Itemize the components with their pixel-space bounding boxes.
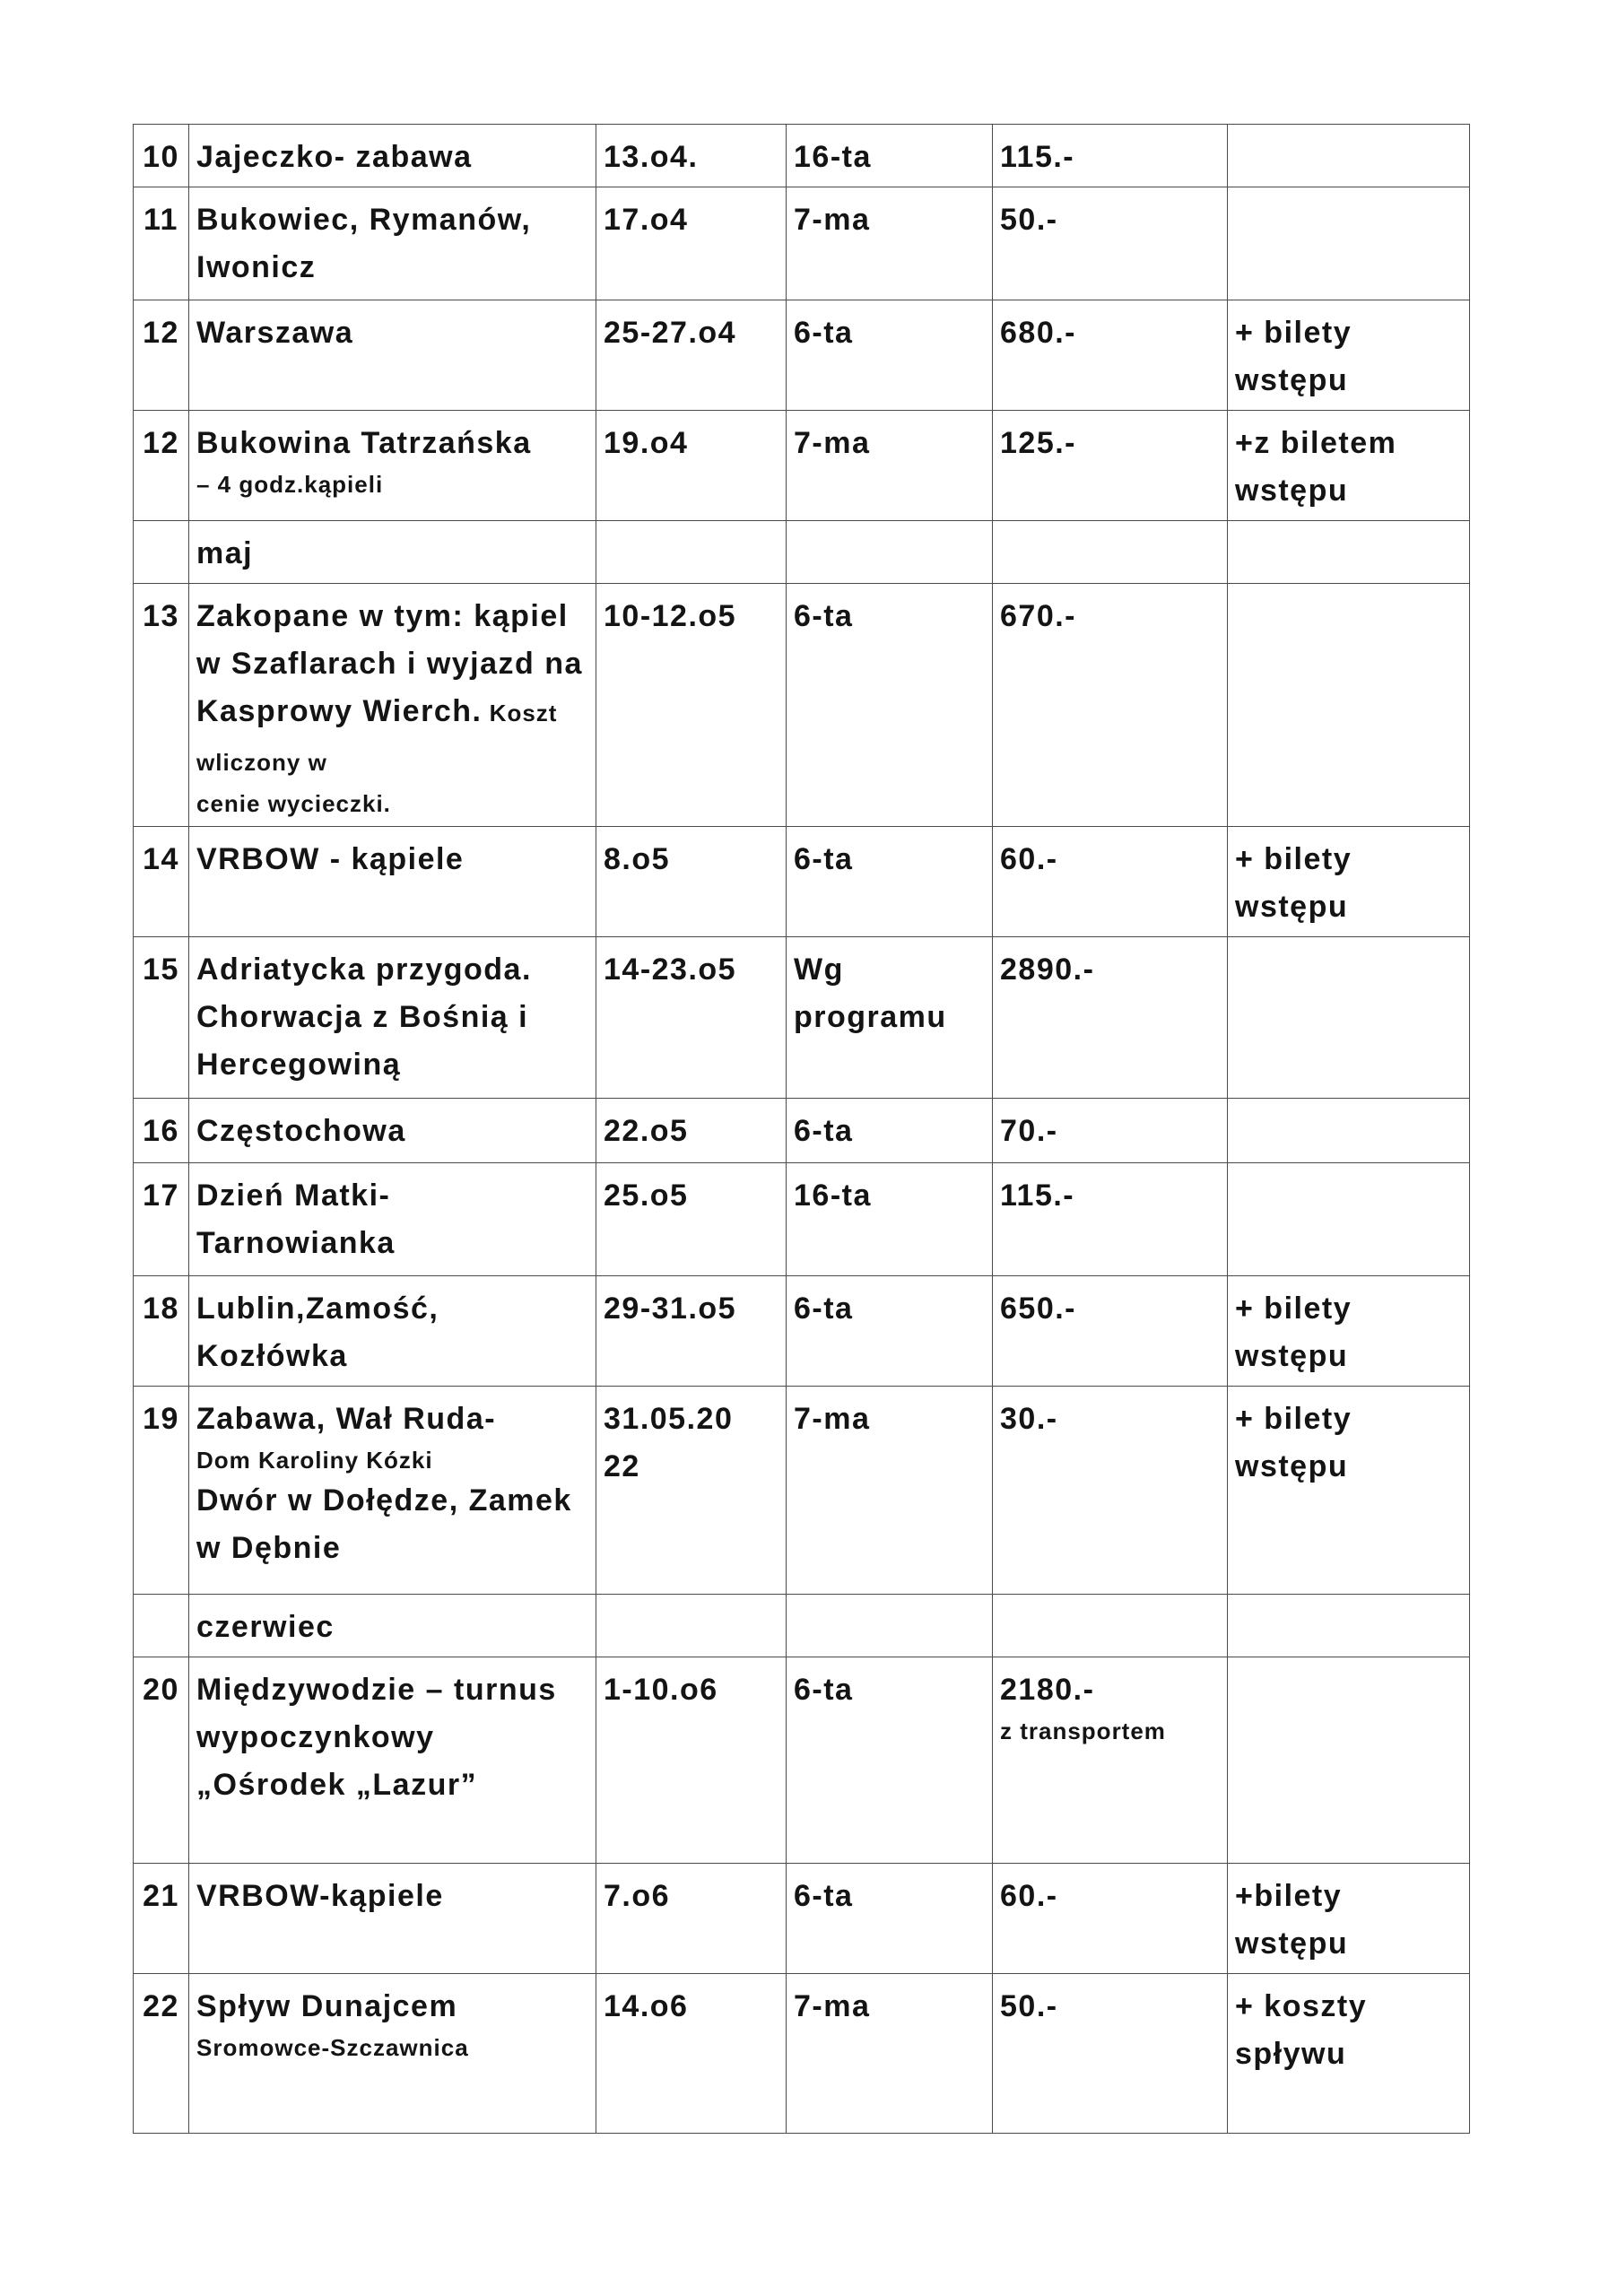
row-number [134,1595,189,1657]
trip-name-detail: Sromowce-Szczawnica [196,2034,469,2061]
trip-date [596,1595,787,1657]
trip-name-cell [189,584,596,827]
trip-date: 7.o6 [596,1864,787,1974]
trip-date: 19.o4 [596,411,787,521]
trip-date: 13.o4. [596,125,787,187]
trip-name: Zakopane w tym: kąpiel w Szaflarach i wyjazd na Kasprowy Wierch. [196,599,583,728]
trip-class: 16-ta [787,1163,993,1276]
row-number: 14 [134,827,189,937]
row-number: 12 [134,411,189,521]
trip-date: 1-10.o6 [596,1657,787,1864]
row-number: 20 [134,1657,189,1864]
trip-date: 22.o5 [596,1099,787,1163]
trip-note [1228,1657,1470,1864]
table-row [134,1864,1470,1974]
trip-name-extra: Dwór w Dołędze, Zamek w Dębnie [196,1483,572,1565]
trip-name: Spływ Dunajcem [196,1989,458,2023]
table-row [134,937,1470,1099]
trip-price [993,1595,1228,1657]
trip-name: Lublin,Zamość, Kozłówka [189,1276,596,1387]
trip-class: 7-ma [787,1974,993,2134]
trip-name-note: Koszt wliczony w [196,700,558,776]
trip-date: 10-12.o5 [596,584,787,827]
trip-name: VRBOW - kąpiele [189,827,596,937]
trip-note: +z biletem wstępu [1228,411,1470,521]
trip-note: +bilety wstępu [1228,1864,1470,1974]
table-row [134,411,1470,521]
row-number: 13 [134,584,189,827]
row-number: 18 [134,1276,189,1387]
table-row [134,584,1470,827]
trip-price: 30.- [993,1387,1228,1595]
trip-class: 7-ma [787,1387,993,1595]
trip-class: 6-ta [787,1864,993,1974]
trip-name-cell [189,1974,596,2134]
trip-class: 6-ta [787,827,993,937]
trip-class: 16-ta [787,125,993,187]
table-row [134,1163,1470,1276]
trip-class [787,521,993,584]
trip-class: 6-ta [787,300,993,411]
table-row [134,125,1470,187]
trip-note: + bilety wstępu [1228,827,1470,937]
table-row [134,1099,1470,1163]
trip-class: 6-ta [787,1099,993,1163]
trip-class: 6-ta [787,584,993,827]
trip-class: 7-ma [787,411,993,521]
trip-name: Międzywodzie – turnus wypoczynkowy „Ośrodek „Lazur” [189,1657,596,1864]
trip-note [1228,1099,1470,1163]
row-number: 21 [134,1864,189,1974]
trip-price-detail: z transportem [1000,1718,1166,1744]
trip-date: 14.o6 [596,1974,787,2134]
trip-price: 650.- [993,1276,1228,1387]
trip-name: Jajeczko- zabawa [189,125,596,187]
table-row [134,1657,1470,1864]
trip-name: Bukowina Tatrzańska [196,426,532,460]
trip-price: 50.- [993,187,1228,300]
trip-date: 31.05.20 22 [596,1387,787,1595]
row-number: 15 [134,937,189,1099]
trip-date [596,521,787,584]
trip-price: 70.- [993,1099,1228,1163]
trip-schedule-table [133,124,1470,2134]
trip-price: 50.- [993,1974,1228,2134]
trip-note [1228,1595,1470,1657]
trip-price [993,521,1228,584]
trip-price: 60.- [993,1864,1228,1974]
month-label: maj [189,521,596,584]
trip-name-detail: – 4 godz.kąpieli [196,471,384,498]
table-row [134,187,1470,300]
trip-note [1228,584,1470,827]
trip-name: Częstochowa [189,1099,596,1163]
row-number: 22 [134,1974,189,2134]
trip-price: 2890.- [993,937,1228,1099]
trip-name: Warszawa [189,300,596,411]
trip-name: Bukowiec, Rymanów, Iwonicz [189,187,596,300]
trip-note: + bilety wstępu [1228,1387,1470,1595]
trip-date: 17.o4 [596,187,787,300]
trip-class: 6-ta [787,1276,993,1387]
trip-name: Adriatycka przygoda. Chorwacja z Bośnią i Hercegowiną [189,937,596,1099]
row-number: 19 [134,1387,189,1595]
trip-note [1228,125,1470,187]
month-row [134,1595,1470,1657]
trip-price: 680.- [993,300,1228,411]
table-row [134,1387,1470,1595]
trip-class: 6-ta [787,1657,993,1864]
trip-name: Dzień Matki- Tarnowianka [189,1163,596,1276]
trip-note: + bilety wstępu [1228,1276,1470,1387]
table-row [134,300,1470,411]
trip-note: + bilety wstępu [1228,300,1470,411]
trip-name: VRBOW-kąpiele [189,1864,596,1974]
trip-name: Zabawa, Wał Ruda- [196,1402,497,1436]
trip-note [1228,1163,1470,1276]
row-number: 10 [134,125,189,187]
trip-note: + koszty spływu [1228,1974,1470,2134]
trip-price: 670.- [993,584,1228,827]
trip-note [1228,521,1470,584]
month-label: czerwiec [189,1595,596,1657]
trip-price: 60.- [993,827,1228,937]
trip-price-cell [993,1657,1228,1864]
trip-date: 25-27.o4 [596,300,787,411]
trip-name-detail: Dom Karoliny Kózki [196,1447,433,1474]
row-number [134,521,189,584]
trip-price: 125.- [993,411,1228,521]
trip-note [1228,187,1470,300]
table-row [134,827,1470,937]
trip-date: 8.o5 [596,827,787,937]
trip-date: 29-31.o5 [596,1276,787,1387]
row-number: 16 [134,1099,189,1163]
trip-price: 2180.- [1000,1673,1095,1707]
trip-class: 7-ma [787,187,993,300]
table-row [134,1974,1470,2134]
trip-name-cell [189,1387,596,1595]
trip-class: Wg programu [787,937,993,1099]
row-number: 12 [134,300,189,411]
row-number: 11 [134,187,189,300]
trip-price: 115.- [993,125,1228,187]
trip-date: 14-23.o5 [596,937,787,1099]
row-number: 17 [134,1163,189,1276]
trip-class [787,1595,993,1657]
table-row [134,1276,1470,1387]
trip-date: 25.o5 [596,1163,787,1276]
month-row [134,521,1470,584]
trip-price: 115.- [993,1163,1228,1276]
trip-name-detail: cenie wycieczki. [196,790,391,817]
trip-note [1228,937,1470,1099]
trip-name-cell [189,411,596,521]
